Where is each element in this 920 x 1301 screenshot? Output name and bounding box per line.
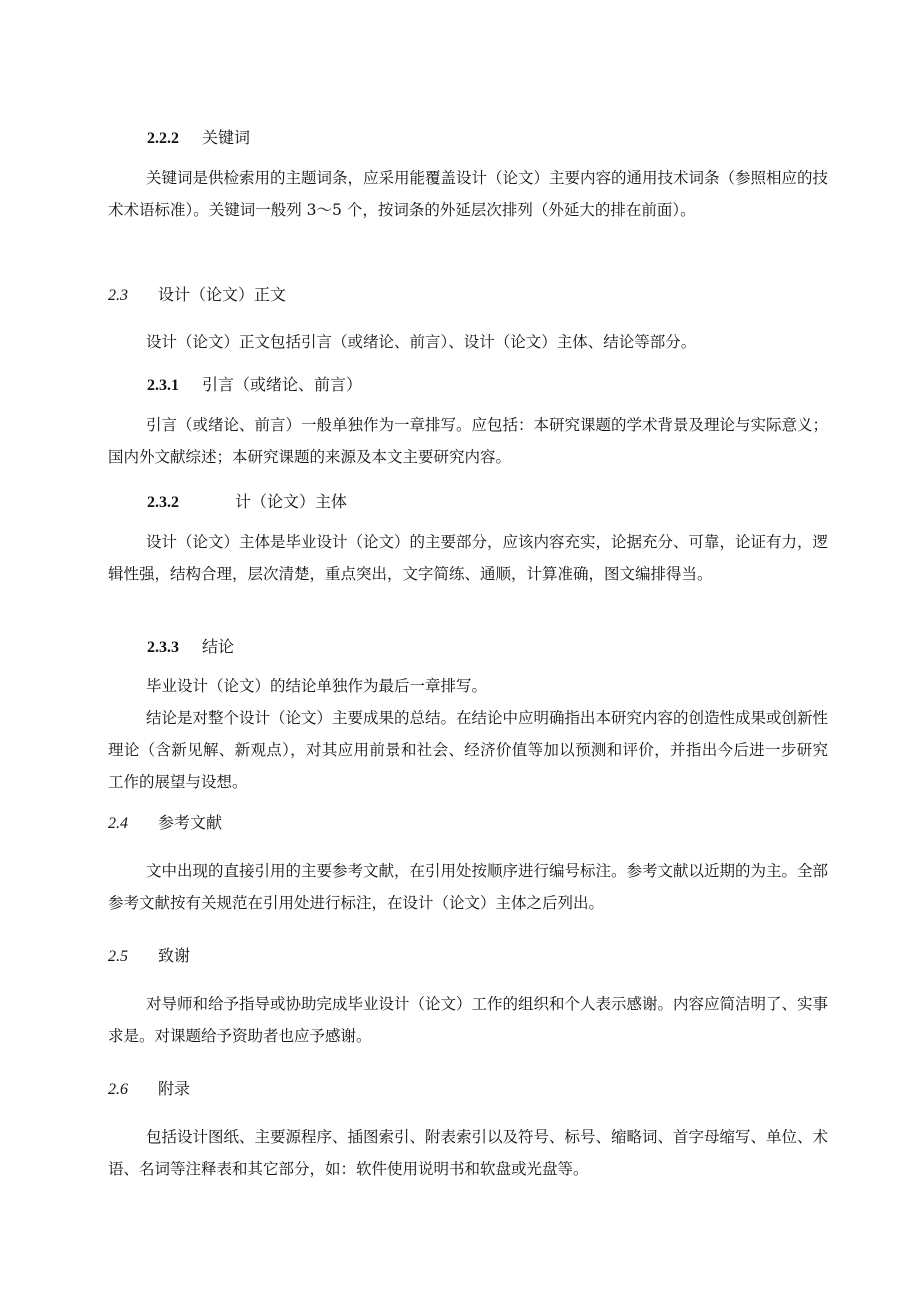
- paragraph-appendix: 包括设计图纸、主要源程序、插图索引、附表索引以及符号、标号、缩略词、首字母缩写、单位、术语、名词等注释表和其它部分，如：软件使用说明书和软盘或光盘等。: [108, 1128, 829, 1178]
- paragraph-conclusion-2: 结论是对整个设计（论文）主要成果的总结。在结论中应明确指出本研究内容的创造性成果或创新性理论（含新见解、新观点），对其应用前景和社会、经济价值等加以预测和评价，并指出今后进一步研究工作的展望与设想。: [108, 709, 829, 791]
- heading-number: 2.3.1: [147, 377, 179, 394]
- heading-title: 引言（或绪论、前言）: [202, 375, 363, 394]
- heading-2-3-3: [147, 635, 867, 660]
- heading-2-6: [108, 1077, 828, 1102]
- heading-title: 致谢: [158, 946, 191, 965]
- paragraph-main-body: 设计（论文）主体是毕业设计（论文）的主要部分，应该内容充实，论据充分、可靠，论证有力，逻辑性强，结构合理，层次清楚，重点突出，文字简练、通顺，计算准确，图文编排得当。: [108, 533, 829, 583]
- heading-2-2-2: [147, 126, 867, 151]
- heading-2-3-2: [147, 490, 867, 515]
- heading-number: 2.3.2: [147, 494, 179, 511]
- paragraph-references: 文中出现的直接引用的主要参考文献，在引用处按顺序进行编号标注。参考文献以近期的为主。全部参考文献按有关规范在引用处进行标注，在设计（论文）主体之后列出。: [108, 862, 829, 912]
- heading-number: 2.3.3: [147, 639, 179, 656]
- heading-title: 关键词: [202, 128, 251, 147]
- paragraph-keywords: 关键词是供检索用的主题词条，应采用能覆盖设计（论文）主要内容的通用技术词条（参照相应的技术术语标准）。关键词一般列 3～5 个，按词条的外延层次排列（外延大的排在前面）。: [108, 169, 829, 219]
- heading-2-3-1: [147, 373, 867, 398]
- heading-number: 2.6: [108, 1081, 128, 1098]
- heading-number: 2.2.2: [147, 130, 179, 147]
- heading-number: 2.4: [108, 815, 128, 832]
- heading-number: 2.3: [108, 287, 128, 304]
- heading-2-5: [108, 944, 828, 969]
- paragraph-introduction: 引言（或绪论、前言）一般单独作为一章排写。应包括：本研究课题的学术背景及理论与实际意义；国内外文献综述；本研究课题的来源及本文主要研究内容。: [108, 416, 829, 466]
- paragraph-body-intro: 设计（论文）正文包括引言（或绪论、前言）、设计（论文）主体、结论等部分。: [146, 333, 697, 351]
- paragraph-acknowledgements: 对导师和给予指导或协助完成毕业设计（论文）工作的组织和个人表示感谢。内容应简洁明了、实事求是。对课题给予资助者也应予感谢。: [108, 995, 829, 1045]
- heading-title: 计（论文）主体: [235, 492, 348, 511]
- heading-title: 附录: [158, 1079, 191, 1098]
- heading-title: 参考文献: [158, 813, 223, 832]
- heading-title: 结论: [202, 637, 235, 656]
- heading-title: 设计（论文）正文: [158, 285, 287, 304]
- heading-2-3: [108, 283, 828, 308]
- heading-2-4: [108, 811, 828, 836]
- heading-number: 2.5: [108, 948, 128, 965]
- paragraph-conclusion-1: 毕业设计（论文）的结论单独作为最后一章排写。: [146, 677, 488, 695]
